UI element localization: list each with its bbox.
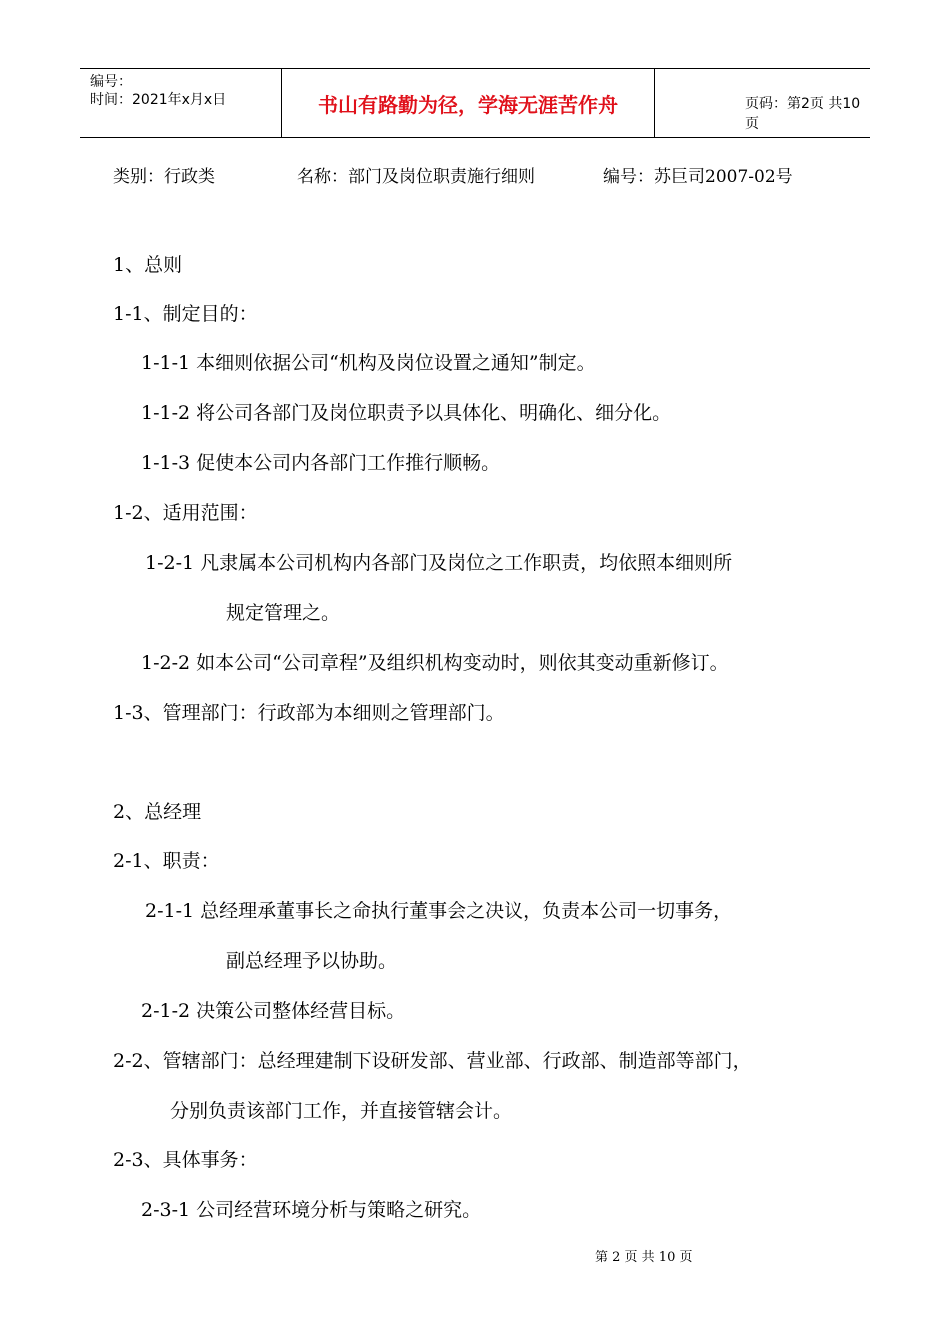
clause-continuation: 分别负责该部门工作，并直接管辖会计。 — [170, 1100, 513, 1122]
header-number: 编号： — [90, 74, 132, 90]
section-heading: 2、总经理 — [113, 801, 202, 823]
doc-name: 名称：部门及岗位职责施行细则 — [297, 167, 535, 187]
subsection-heading: 1-3、管理部门：行政部为本细则之管理部门。 — [113, 702, 505, 724]
clause: 2-1-1 总经理承董事长之命执行董事会之决议，负责本公司一切事务， — [145, 900, 733, 922]
clause: 1-1-2 将公司各部门及岗位职责予以具体化、明确化、细分化。 — [141, 402, 672, 424]
header-time: 时间：2021年x月x日 — [90, 92, 227, 108]
header-divider — [654, 69, 655, 137]
doc-category: 类别：行政类 — [113, 167, 215, 187]
clause: 1-1-3 促使本公司内各部门工作推行顺畅。 — [141, 452, 501, 474]
subsection-heading: 2-3、具体事务： — [113, 1149, 258, 1171]
clause: 2-3-1 公司经营环境分析与策略之研究。 — [141, 1199, 482, 1221]
doc-code: 编号：苏巨司2007-02号 — [603, 167, 793, 187]
clause-continuation: 规定管理之。 — [226, 602, 341, 624]
subsection-heading: 1-2、适用范围： — [113, 502, 258, 524]
clause: 1-1-1 本细则依据公司“机构及岗位设置之通知”制定。 — [141, 352, 596, 374]
clause: 2-1-2 决策公司整体经营目标。 — [141, 1000, 406, 1022]
section-heading: 1、总则 — [113, 254, 183, 276]
header-left — [90, 73, 226, 109]
page-footer: 第 2 页 共 10 页 — [595, 1250, 693, 1265]
header-motto: 书山有路勤为径，学海无涯苦作舟 — [318, 92, 618, 117]
clause: 1-2-1 凡隶属本公司机构内各部门及岗位之工作职责，均依照本细则所 — [145, 552, 733, 574]
subsection-heading: 2-1、职责： — [113, 850, 220, 872]
header-page-info: 页码：第2页 共10页 — [745, 96, 861, 132]
subsection-heading: 1-1、制定目的： — [113, 303, 258, 325]
document-header — [80, 68, 870, 138]
subsection-heading: 2-2、管辖部门：总经理建制下设研发部、营业部、行政部、制造部等部门， — [113, 1050, 752, 1072]
clause: 1-2-2 如本公司“公司章程”及组织机构变动时，则依其变动重新修订。 — [141, 652, 729, 674]
clause-continuation: 副总经理予以协助。 — [226, 950, 398, 972]
